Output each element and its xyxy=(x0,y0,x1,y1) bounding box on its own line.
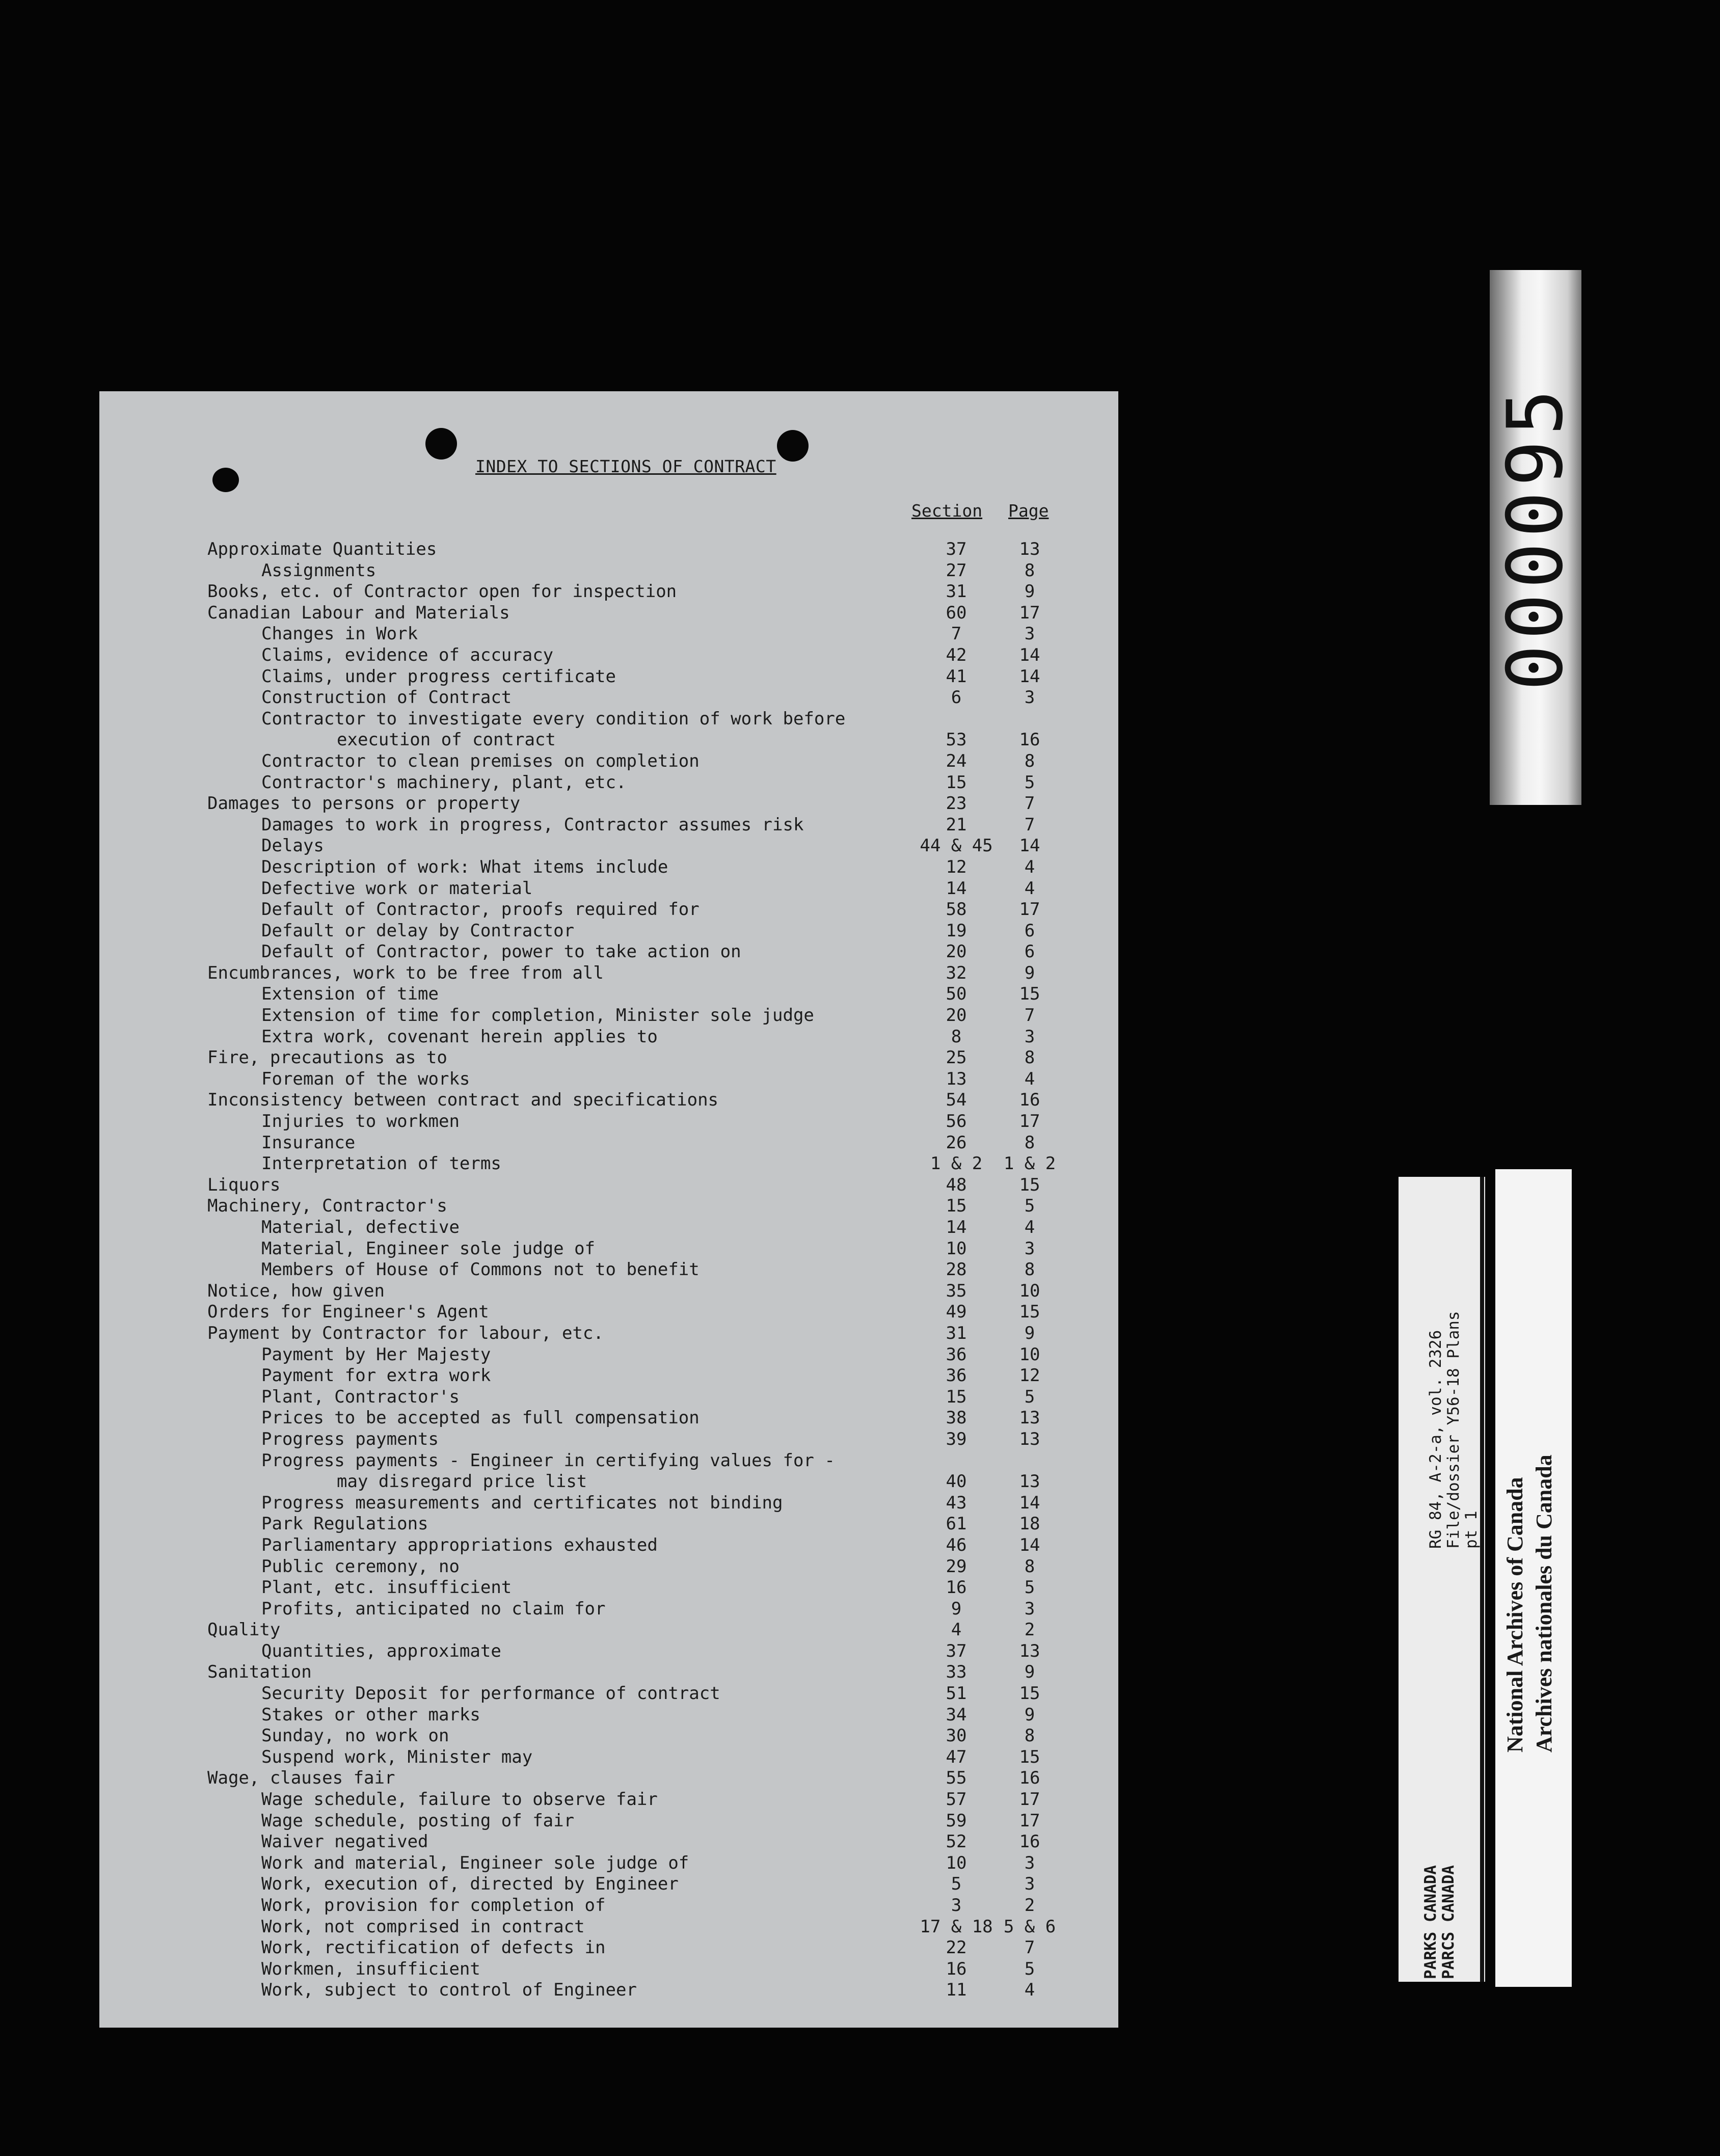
entry-text: Extension of time xyxy=(261,984,439,1005)
entry-text: Wage, clauses fair xyxy=(207,1768,395,1789)
entry-page: 14 xyxy=(1019,1492,1040,1513)
index-entry-row xyxy=(99,1641,1118,1662)
entry-page: 4 xyxy=(1024,1068,1035,1089)
entry-section: 46 xyxy=(946,1534,967,1555)
entry-page: 13 xyxy=(1019,1429,1040,1449)
entry-section: 5 xyxy=(951,1874,962,1895)
entry-text: Description of work: What items include xyxy=(261,856,668,877)
entry-section: 58 xyxy=(946,899,967,920)
entry-section: 12 xyxy=(946,856,967,877)
entry-page: 5 xyxy=(1024,1196,1035,1217)
index-entry-row xyxy=(99,1302,1118,1323)
entry-section: 14 xyxy=(946,878,967,899)
entry-text: Assignments xyxy=(261,560,377,581)
index-entry-row xyxy=(99,1153,1118,1175)
entry-section: 61 xyxy=(946,1514,967,1534)
entry-page: 9 xyxy=(1024,581,1035,602)
entry-text: Delays xyxy=(261,836,324,856)
entry-page: 9 xyxy=(1024,1323,1035,1343)
entry-section: 37 xyxy=(946,1640,967,1661)
entry-page: 8 xyxy=(1024,1556,1035,1577)
entry-section: 36 xyxy=(946,1344,967,1365)
entry-text: Material, defective xyxy=(261,1217,460,1237)
entry-section: 39 xyxy=(946,1429,967,1449)
entry-text: Security Deposit for performance of contract xyxy=(261,1683,720,1704)
index-entry-row xyxy=(99,1365,1118,1387)
entry-text: Construction of Contract xyxy=(261,687,512,708)
entry-page: 18 xyxy=(1019,1514,1040,1534)
entry-text: Plant, Contractor's xyxy=(261,1386,460,1407)
entry-section: 57 xyxy=(946,1789,967,1810)
entry-text: Sunday, no work on xyxy=(261,1726,449,1746)
index-entry-row xyxy=(99,1895,1118,1917)
entry-page: 15 xyxy=(1019,1302,1040,1323)
index-entry-row xyxy=(99,560,1118,582)
entry-page: 4 xyxy=(1024,1217,1035,1237)
index-entry-row xyxy=(99,1450,1118,1472)
entry-section: 6 xyxy=(951,687,962,708)
reference-line-1: RG 84, A-2-a, vol. 2326 xyxy=(1427,1330,1445,1549)
index-entry-row xyxy=(99,751,1118,772)
index-entry-row xyxy=(99,815,1118,836)
index-entry-row xyxy=(99,709,1118,730)
entry-text: Quality xyxy=(207,1620,281,1640)
entry-text: Contractor's machinery, plant, etc. xyxy=(261,772,627,793)
entry-text: Books, etc. of Contractor open for inspection xyxy=(207,581,677,602)
archive-name-en: National Archives of Canada xyxy=(1502,1477,1527,1753)
entry-page: 13 xyxy=(1019,539,1040,559)
entry-text: Work, not comprised in contract xyxy=(261,1916,585,1937)
entry-section: 36 xyxy=(946,1365,967,1386)
entry-text: Wage schedule, failure to observe fair xyxy=(261,1789,658,1810)
entry-text: Foreman of the works xyxy=(261,1068,470,1089)
index-entry-row xyxy=(99,1047,1118,1069)
entry-section: 17 & 18 xyxy=(920,1916,993,1937)
entry-section: 11 xyxy=(946,1980,967,2001)
entry-page: 8 xyxy=(1024,1132,1035,1153)
index-entry-row xyxy=(99,1768,1118,1789)
entry-text: Insurance xyxy=(261,1132,356,1153)
entry-text: Damages to work in progress, Contractor assumes risk xyxy=(261,814,804,835)
entry-page: 7 xyxy=(1024,793,1035,814)
entry-text: Claims, under progress certificate xyxy=(261,666,616,687)
frame-number: 000095 xyxy=(1491,384,1580,691)
entry-page: 10 xyxy=(1019,1280,1040,1301)
entry-section: 59 xyxy=(946,1810,967,1831)
entry-text: Interpretation of terms xyxy=(261,1153,501,1174)
entry-text: Work, rectification of defects in xyxy=(261,1937,606,1958)
index-entry-row xyxy=(99,1853,1118,1874)
entry-section: 24 xyxy=(946,750,967,771)
index-entry-row xyxy=(99,941,1118,963)
entry-section: 51 xyxy=(946,1683,967,1704)
entry-text: Damages to persons or property xyxy=(207,793,521,814)
entry-page: 5 xyxy=(1024,1958,1035,1979)
entry-text: Sanitation xyxy=(207,1662,312,1683)
index-entry-row xyxy=(99,1747,1118,1768)
index-entry-row xyxy=(99,1387,1118,1408)
entry-text: execution of contract xyxy=(337,730,556,750)
index-entry-row xyxy=(99,1133,1118,1154)
index-entry-row xyxy=(99,1831,1118,1853)
entry-section: 48 xyxy=(946,1174,967,1195)
entry-text: Inconsistency between contract and specifications xyxy=(207,1090,719,1111)
entry-text: Contractor to clean premises on completion xyxy=(261,750,700,771)
entry-section: 26 xyxy=(946,1132,967,1153)
index-entry-row xyxy=(99,1959,1118,1980)
index-entry-row xyxy=(99,963,1118,984)
entry-page: 7 xyxy=(1024,1937,1035,1958)
agency-line-2: PARCS CANADA xyxy=(1439,1865,1458,1979)
index-entry-row xyxy=(99,1408,1118,1429)
entry-section: 16 xyxy=(946,1577,967,1598)
index-entry-row xyxy=(99,1027,1118,1048)
entry-text: Injuries to workmen xyxy=(261,1111,460,1132)
entry-text: Work and material, Engineer sole judge of xyxy=(261,1852,689,1873)
index-entry-row xyxy=(99,1217,1118,1238)
index-entry-row xyxy=(99,1514,1118,1535)
entry-page: 3 xyxy=(1024,1026,1035,1047)
entry-section: 30 xyxy=(946,1726,967,1746)
index-entries xyxy=(99,539,1118,2001)
entry-section: 3 xyxy=(951,1895,962,1916)
entry-page: 15 xyxy=(1019,984,1040,1005)
entry-section: 9 xyxy=(951,1598,962,1619)
entry-section: 54 xyxy=(946,1090,967,1111)
entry-section: 35 xyxy=(946,1280,967,1301)
index-entry-row xyxy=(99,1175,1118,1196)
entry-text: Approximate Quantities xyxy=(207,539,437,559)
entry-page: 1 & 2 xyxy=(1003,1153,1056,1174)
entry-page: 12 xyxy=(1019,1365,1040,1386)
index-entry-row xyxy=(99,1344,1118,1366)
entry-text: Park Regulations xyxy=(261,1514,428,1534)
entry-text: Suspend work, Minister may xyxy=(261,1746,533,1767)
entry-page: 4 xyxy=(1024,1980,1035,2001)
entry-page: 14 xyxy=(1019,836,1040,856)
index-entry-row xyxy=(99,1259,1118,1281)
index-entry-row xyxy=(99,793,1118,815)
entry-page: 17 xyxy=(1019,1789,1040,1810)
entry-page: 8 xyxy=(1024,1726,1035,1746)
entry-section: 1 & 2 xyxy=(930,1153,983,1174)
entry-text: Progress payments - Engineer in certifying values for - xyxy=(261,1450,835,1471)
entry-section: 41 xyxy=(946,666,967,687)
index-entry-row xyxy=(99,836,1118,857)
index-entry-row xyxy=(99,1917,1118,1938)
index-entry-row xyxy=(99,899,1118,921)
column-header-section: Section xyxy=(911,501,983,521)
entry-text: Payment by Contractor for labour, etc. xyxy=(207,1323,604,1343)
index-entry-row xyxy=(99,1556,1118,1578)
entry-text: Work, subject to control of Engineer xyxy=(261,1980,637,2001)
entry-page: 3 xyxy=(1024,1238,1035,1259)
index-entry-row xyxy=(99,984,1118,1005)
punch-hole-left xyxy=(425,428,457,460)
entry-text: Default or delay by Contractor xyxy=(261,920,575,941)
index-entry-row xyxy=(99,1980,1118,2001)
index-entry-row xyxy=(99,1005,1118,1027)
entry-section: 25 xyxy=(946,1047,967,1068)
index-entry-row xyxy=(99,772,1118,794)
index-entry-row xyxy=(99,730,1118,751)
entry-page: 16 xyxy=(1019,1768,1040,1789)
entry-page: 4 xyxy=(1024,856,1035,877)
entry-text: Payment for extra work xyxy=(261,1365,491,1386)
index-entry-row xyxy=(99,1789,1118,1811)
index-entry-row xyxy=(99,581,1118,603)
entry-section: 16 xyxy=(946,1958,967,1979)
entry-text: Stakes or other marks xyxy=(261,1704,480,1725)
index-entry-row xyxy=(99,1493,1118,1514)
entry-text: Profits, anticipated no claim for xyxy=(261,1598,606,1619)
entry-section: 52 xyxy=(946,1831,967,1852)
index-entry-row xyxy=(99,1069,1118,1090)
entry-section: 13 xyxy=(946,1068,967,1089)
entry-section: 8 xyxy=(951,1026,962,1047)
entry-page: 15 xyxy=(1019,1683,1040,1704)
reference-line-3: pt 1 xyxy=(1462,1511,1481,1549)
entry-text: Changes in Work xyxy=(261,624,418,644)
entry-text: Canadian Labour and Materials xyxy=(207,602,510,623)
entry-page: 9 xyxy=(1024,962,1035,983)
index-entry-row xyxy=(99,645,1118,666)
entry-page: 8 xyxy=(1024,560,1035,581)
index-entry-row xyxy=(99,1683,1118,1705)
label-divider xyxy=(1480,1177,1484,1982)
entry-text: Members of House of Commons not to benefit xyxy=(261,1259,700,1280)
entry-page: 6 xyxy=(1024,941,1035,962)
index-entry-row xyxy=(99,624,1118,645)
entry-text: Progress measurements and certificates not binding xyxy=(261,1492,783,1513)
entry-page: 3 xyxy=(1024,687,1035,708)
entry-section: 29 xyxy=(946,1556,967,1577)
index-entry-row xyxy=(99,1811,1118,1832)
entry-page: 17 xyxy=(1019,602,1040,623)
entry-page: 17 xyxy=(1019,899,1040,920)
entry-text: Payment by Her Majesty xyxy=(261,1344,491,1365)
document-title: INDEX TO SECTIONS OF CONTRACT xyxy=(475,456,776,476)
entry-page: 8 xyxy=(1024,750,1035,771)
entry-text: Public ceremony, no xyxy=(261,1556,460,1577)
index-entry-row xyxy=(99,1620,1118,1641)
entry-section: 32 xyxy=(946,962,967,983)
index-entry-row xyxy=(99,1599,1118,1620)
entry-page: 9 xyxy=(1024,1704,1035,1725)
entry-page: 17 xyxy=(1019,1810,1040,1831)
entry-section: 43 xyxy=(946,1492,967,1513)
punch-hole-right xyxy=(777,430,809,462)
entry-page: 14 xyxy=(1019,666,1040,687)
entry-page: 9 xyxy=(1024,1662,1035,1683)
entry-page: 8 xyxy=(1024,1047,1035,1068)
entry-text: Wage schedule, posting of fair xyxy=(261,1810,575,1831)
index-entry-row xyxy=(99,1281,1118,1302)
entry-section: 55 xyxy=(946,1768,967,1789)
entry-text: Default of Contractor, power to take action on xyxy=(261,941,741,962)
entry-page: 5 xyxy=(1024,1386,1035,1407)
entry-page: 7 xyxy=(1024,1005,1035,1026)
entry-section: 38 xyxy=(946,1408,967,1429)
punch-hole-margin xyxy=(212,468,239,492)
index-entry-row xyxy=(99,1705,1118,1726)
entry-section: 37 xyxy=(946,539,967,559)
entry-page: 14 xyxy=(1019,1534,1040,1555)
archive-reference-label xyxy=(1399,1177,1485,1982)
entry-section: 4 xyxy=(951,1620,962,1640)
entry-section: 31 xyxy=(946,581,967,602)
entry-section: 33 xyxy=(946,1662,967,1683)
entry-section: 42 xyxy=(946,644,967,665)
entry-page: 15 xyxy=(1019,1746,1040,1767)
entry-page: 6 xyxy=(1024,920,1035,941)
entry-page: 3 xyxy=(1024,1598,1035,1619)
entry-section: 40 xyxy=(946,1471,967,1492)
index-entry-row xyxy=(99,1874,1118,1895)
entry-page: 5 & 6 xyxy=(1003,1916,1056,1937)
index-entry-row xyxy=(99,878,1118,900)
index-entry-row xyxy=(99,1196,1118,1217)
entry-text: Prices to be accepted as full compensation xyxy=(261,1408,700,1429)
index-entry-row xyxy=(99,1471,1118,1493)
entry-text: Parliamentary appropriations exhausted xyxy=(261,1534,658,1555)
entry-page: 16 xyxy=(1019,730,1040,750)
entry-section: 34 xyxy=(946,1704,967,1725)
entry-page: 4 xyxy=(1024,878,1035,899)
entry-text: may disregard price list xyxy=(337,1471,587,1492)
entry-section: 15 xyxy=(946,1196,967,1217)
entry-section: 14 xyxy=(946,1217,967,1237)
index-entry-row xyxy=(99,1535,1118,1556)
entry-section: 27 xyxy=(946,560,967,581)
entry-section: 10 xyxy=(946,1852,967,1873)
entry-page: 15 xyxy=(1019,1174,1040,1195)
entry-page: 5 xyxy=(1024,772,1035,793)
entry-text: Encumbrances, work to be free from all xyxy=(207,962,604,983)
entry-text: Liquors xyxy=(207,1174,281,1195)
entry-page: 7 xyxy=(1024,814,1035,835)
index-entry-row xyxy=(99,1111,1118,1133)
entry-section: 10 xyxy=(946,1238,967,1259)
entry-text: Progress payments xyxy=(261,1429,439,1449)
index-entry-row xyxy=(99,921,1118,942)
index-entry-row xyxy=(99,1323,1118,1344)
frame-number-stamp xyxy=(1490,270,1581,805)
entry-section: 20 xyxy=(946,941,967,962)
entry-section: 53 xyxy=(946,730,967,750)
index-entry-row xyxy=(99,1090,1118,1111)
entry-text: Plant, etc. insufficient xyxy=(261,1577,512,1598)
entry-text: Work, provision for completion of xyxy=(261,1895,606,1916)
index-entry-row xyxy=(99,666,1118,688)
entry-text: Orders for Engineer's Agent xyxy=(207,1302,489,1323)
index-entry-row xyxy=(99,1662,1118,1683)
entry-text: Waiver negatived xyxy=(261,1831,428,1852)
index-entry-row xyxy=(99,1726,1118,1747)
entry-page: 16 xyxy=(1019,1090,1040,1111)
entry-text: Extra work, covenant herein applies to xyxy=(261,1026,658,1047)
entry-page: 13 xyxy=(1019,1471,1040,1492)
entry-section: 22 xyxy=(946,1937,967,1958)
entry-page: 10 xyxy=(1019,1344,1040,1365)
agency-line-1: PARKS CANADA xyxy=(1421,1865,1440,1979)
entry-text: Notice, how given xyxy=(207,1280,385,1301)
column-header-page: Page xyxy=(1008,501,1049,521)
index-entry-row xyxy=(99,1577,1118,1599)
entry-page: 5 xyxy=(1024,1577,1035,1598)
index-entry-row xyxy=(99,1429,1118,1450)
entry-page: 14 xyxy=(1019,644,1040,665)
entry-text: Quantities, approximate xyxy=(261,1640,501,1661)
entry-page: 3 xyxy=(1024,624,1035,644)
entry-text: Defective work or material xyxy=(261,878,533,899)
entry-section: 56 xyxy=(946,1111,967,1132)
entry-section: 31 xyxy=(946,1323,967,1343)
index-entry-row xyxy=(99,603,1118,624)
entry-text: Material, Engineer sole judge of xyxy=(261,1238,596,1259)
entry-section: 20 xyxy=(946,1005,967,1026)
entry-page: 2 xyxy=(1024,1620,1035,1640)
entry-section: 60 xyxy=(946,602,967,623)
index-entry-row xyxy=(99,687,1118,709)
entry-page: 3 xyxy=(1024,1852,1035,1873)
entry-section: 44 & 45 xyxy=(920,836,993,856)
entry-text: Fire, precautions as to xyxy=(207,1047,447,1068)
entry-section: 47 xyxy=(946,1746,967,1767)
entry-section: 21 xyxy=(946,814,967,835)
entry-section: 28 xyxy=(946,1259,967,1280)
entry-page: 16 xyxy=(1019,1831,1040,1852)
document-page xyxy=(99,391,1118,2028)
index-entry-row xyxy=(99,1238,1118,1260)
entry-section: 15 xyxy=(946,772,967,793)
entry-page: 8 xyxy=(1024,1259,1035,1280)
archive-name-fr: Archives nationales du Canada xyxy=(1531,1454,1556,1753)
entry-section: 23 xyxy=(946,793,967,814)
entry-page: 13 xyxy=(1019,1640,1040,1661)
entry-text: Workmen, insufficient xyxy=(261,1958,480,1979)
entry-text: Default of Contractor, proofs required for xyxy=(261,899,700,920)
index-entry-row xyxy=(99,1937,1118,1959)
index-entry-row xyxy=(99,857,1118,878)
reference-line-2: File/dossier Y56-18 Plans xyxy=(1444,1311,1463,1549)
entry-section: 7 xyxy=(951,624,962,644)
entry-section: 15 xyxy=(946,1386,967,1407)
entry-text: Work, execution of, directed by Engineer xyxy=(261,1874,679,1895)
entry-section: 19 xyxy=(946,920,967,941)
entry-page: 2 xyxy=(1024,1895,1035,1916)
entry-section: 49 xyxy=(946,1302,967,1323)
entry-text: Contractor to investigate every condition of work before xyxy=(261,708,846,729)
entry-text: Claims, evidence of accuracy xyxy=(261,644,554,665)
entry-page: 3 xyxy=(1024,1874,1035,1895)
entry-text: Machinery, Contractor's xyxy=(207,1196,447,1217)
entry-page: 13 xyxy=(1019,1408,1040,1429)
index-entry-row xyxy=(99,539,1118,560)
entry-section: 50 xyxy=(946,984,967,1005)
entry-text: Extension of time for completion, Minister sole judge xyxy=(261,1005,814,1026)
entry-page: 17 xyxy=(1019,1111,1040,1132)
